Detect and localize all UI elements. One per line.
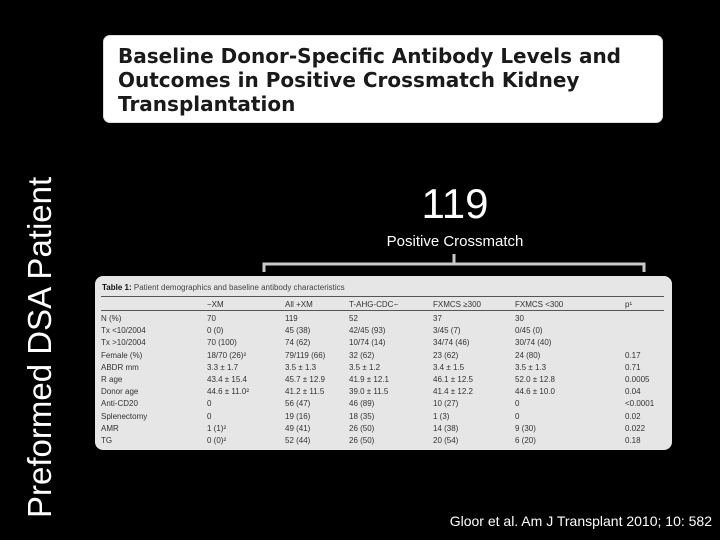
table-cell: 0 xyxy=(515,411,520,421)
table-row-label: AMR xyxy=(101,423,119,433)
table-cell: 0.0005 xyxy=(625,375,650,384)
table-cell: 119 xyxy=(285,314,298,323)
table-row-label: Anti-CD20 xyxy=(101,399,138,409)
bracket xyxy=(262,252,646,274)
table-cell: 26 (50) xyxy=(349,423,375,433)
table-cell: 6 (20) xyxy=(515,436,536,445)
table-cell: 0.17 xyxy=(625,350,641,360)
table-row-label: Donor age xyxy=(101,387,139,397)
table-row-label: Tx >10/2004 xyxy=(101,338,146,348)
table-cell: 70 (100) xyxy=(207,338,237,348)
table-cell: 41.2 ± 11.5 xyxy=(285,387,325,397)
table-cell: 23 (62) xyxy=(433,350,459,360)
table-cell: 0.02 xyxy=(625,411,641,421)
table-cell: 52 (44) xyxy=(285,436,311,445)
table-cell: 3.4 ± 1.5 xyxy=(433,362,465,372)
table-row-label: N (%) xyxy=(101,314,122,323)
table-header-cell: −XM xyxy=(207,300,224,309)
table-cell: 46 (89) xyxy=(349,399,375,409)
table-cell: 3.5 ± 1.3 xyxy=(515,362,547,372)
table-cell: 34/74 (46) xyxy=(433,338,470,348)
table-cell: 0 (0) xyxy=(207,326,224,336)
table-cell: 45 (38) xyxy=(285,326,311,336)
table-cell: 43.4 ± 15.4 xyxy=(207,375,247,384)
table-row-label: TG xyxy=(101,436,113,445)
table-cell: 18/70 (26)² xyxy=(207,350,247,360)
table-cell: 9 (30) xyxy=(515,423,536,433)
table-cell: 19 (16) xyxy=(285,411,311,421)
table-cell: 24 (80) xyxy=(515,350,541,360)
side-title: Preformed DSA Patient xyxy=(21,176,58,518)
table-cell: 0.71 xyxy=(625,362,641,372)
table-row-label: Tx <10/2004 xyxy=(101,326,146,336)
table-header-cell: All +XM xyxy=(285,300,313,309)
table-cell: 0 xyxy=(207,399,212,409)
table-image xyxy=(95,276,672,450)
table-cell: 56 (47) xyxy=(285,399,311,409)
table-row-label: Splenectomy xyxy=(101,411,148,421)
table-cell: 39.0 ± 11.5 xyxy=(349,387,389,397)
table-cell: 45.7 ± 12.9 xyxy=(285,375,325,384)
table-cell: 3.5 ± 1.2 xyxy=(349,362,381,372)
table-cell: 3/45 (7) xyxy=(433,326,461,336)
table-cell: 0.18 xyxy=(625,436,641,445)
table-cell: 3.5 ± 1.3 xyxy=(285,362,317,372)
table-header-cell: T-AHG-CDC− xyxy=(349,300,399,309)
table-cell: 41.9 ± 12.1 xyxy=(349,375,389,384)
table-cell: 3.3 ± 1.7 xyxy=(207,362,239,372)
table-cell: 52 xyxy=(349,314,358,323)
table-cell: 0 xyxy=(207,411,212,421)
table-cell: 52.0 ± 12.8 xyxy=(515,375,555,384)
table-cell: 74 (62) xyxy=(285,338,311,348)
table-row-label: R age xyxy=(101,375,123,384)
title-box xyxy=(104,36,662,122)
table-caption-label: Table 1: xyxy=(102,283,132,292)
table-cell: 14 (38) xyxy=(433,423,459,433)
table-cell: 46.1 ± 12.5 xyxy=(433,375,473,384)
patient-count: 119 xyxy=(421,180,489,227)
table-header-cell: FXMCS <300 xyxy=(515,300,564,309)
table-cell: 30 xyxy=(515,314,524,323)
table-row-label: Female (%) xyxy=(101,350,143,360)
citation: Gloor et al. Am J Transplant 2010; 10: 582 xyxy=(449,513,712,529)
patient-count-label: Positive Crossmatch xyxy=(386,233,524,250)
table-cell: 0.022 xyxy=(625,423,646,433)
table-caption xyxy=(102,283,345,292)
table-cell: 42/45 (93) xyxy=(349,326,386,336)
table-header-cell: p¹ xyxy=(625,300,633,309)
table-cell: 26 (50) xyxy=(349,436,375,445)
table-cell: 0 (0)² xyxy=(207,436,227,445)
table-cell: 1 (1)² xyxy=(207,423,227,433)
table-row-label: ABDR mm xyxy=(101,362,139,372)
table-cell: 0/45 (0) xyxy=(515,326,543,336)
table-caption-text: Patient demographics and baseline antibody characteristics xyxy=(133,283,345,292)
table-cell: 20 (54) xyxy=(433,436,459,445)
table-cell: 44.6 ± 10.0 xyxy=(515,387,555,397)
table-cell: 0.04 xyxy=(625,387,641,397)
table-cell: 1 (3) xyxy=(433,411,450,421)
table-cell: 37 xyxy=(433,314,442,323)
table-header-cell: FXMCS ≥300 xyxy=(433,300,481,309)
table-cell: <0.0001 xyxy=(625,399,655,409)
table-cell: 10 (27) xyxy=(433,399,459,409)
table-cell: 18 (35) xyxy=(349,411,375,421)
slide-title: Baseline Donor-Specific Antibody Levels and Outcomes in Positive Crossmatch Kidney Transplantation xyxy=(118,44,621,116)
table-cell: 32 (62) xyxy=(349,350,375,360)
table-cell: 10/74 (14) xyxy=(349,338,386,348)
table-cell: 49 (41) xyxy=(285,423,311,433)
table-cell: 0 xyxy=(515,399,520,409)
table-cell: 44.6 ± 11.0² xyxy=(207,387,250,397)
table-rule-header xyxy=(101,310,664,311)
table-cell: 79/119 (66) xyxy=(285,350,326,360)
table-cell: 41.4 ± 12.2 xyxy=(433,387,473,397)
table-cell: 70 xyxy=(207,314,216,323)
table-cell: 30/74 (40) xyxy=(515,338,552,348)
table-rule-top xyxy=(101,296,664,297)
